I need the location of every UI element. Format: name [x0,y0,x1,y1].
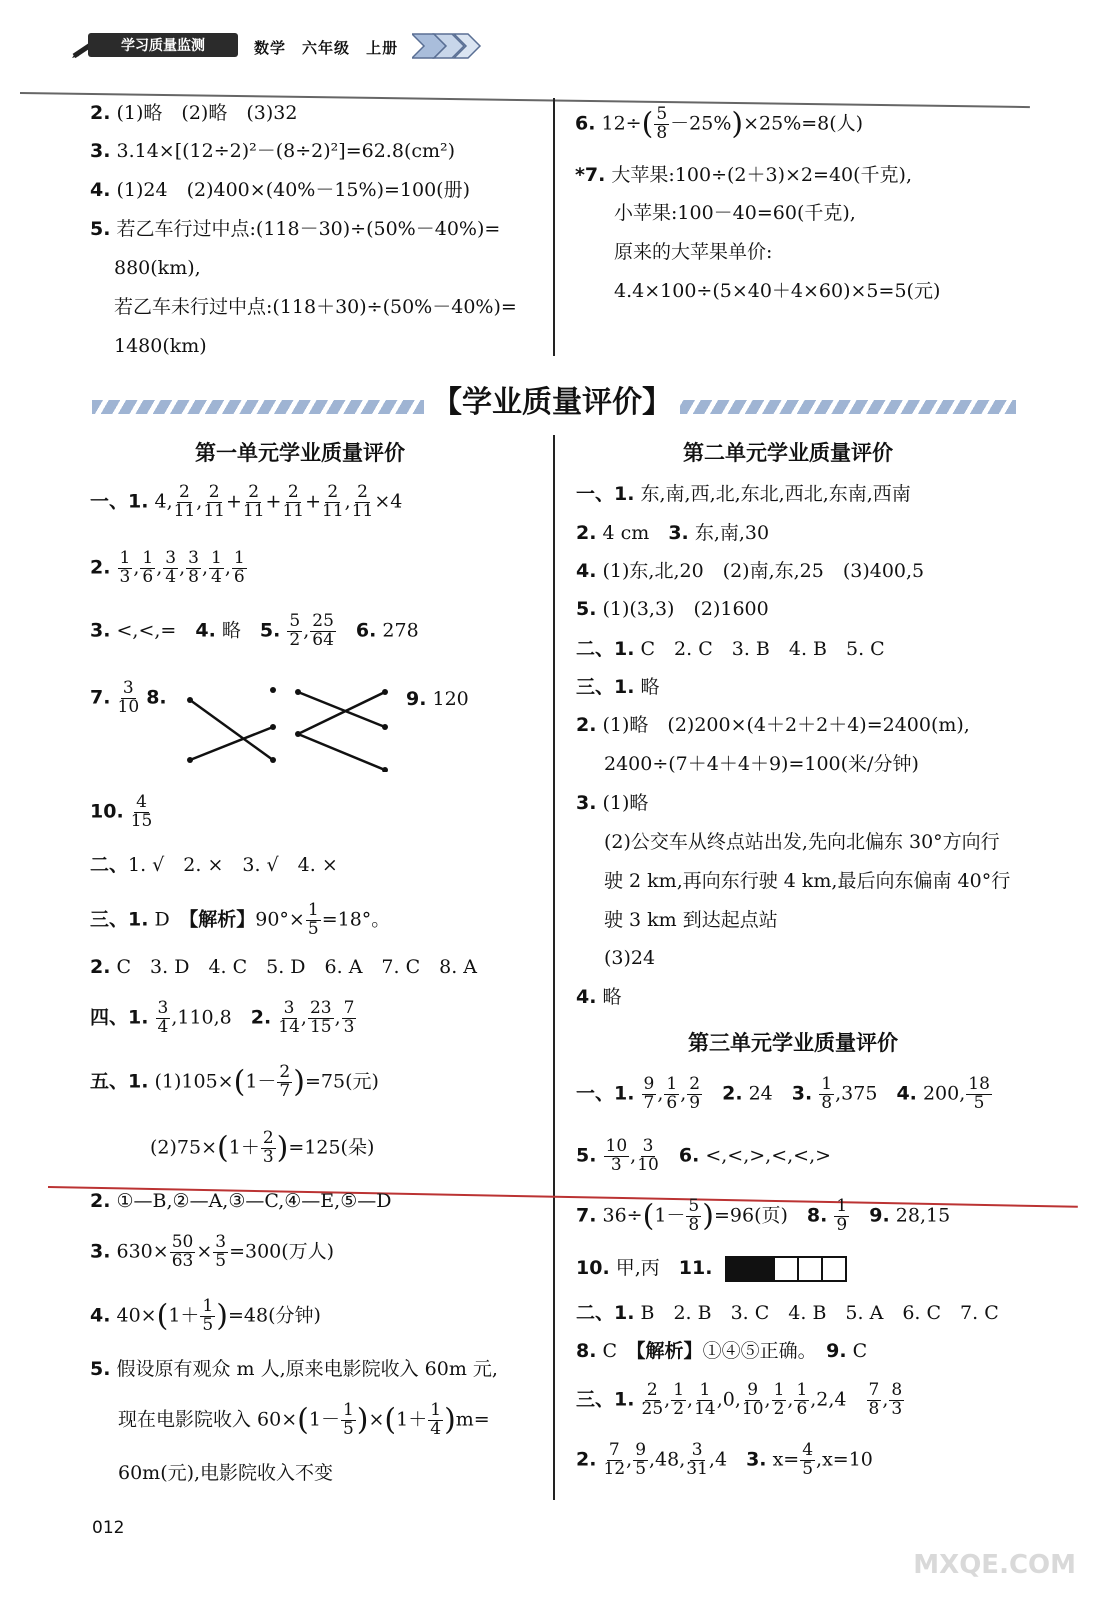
header-brand: 学习质量监测 [88,33,238,57]
chevron-icon [412,32,492,65]
answer-7-line2: 小苹果:100－40=60(千克), [614,202,856,224]
u2-q3-2-line2: 2400÷(7＋4＋4＋9)=100(米/分钟) [604,753,919,775]
matching-diagram [180,682,400,777]
u1-q3-1: 三、1. D 【解析】90°× $\frac{1}{5}$ =18°。 [90,900,391,939]
u3-q1-7: 7. 36÷(1－ $\frac{5}{8}$ )=96(页) 8. $\frac{1}{9}$ 9. 28,15 [576,1196,951,1235]
column-divider-top [553,98,555,356]
u3-q1-1: 一、1. $\frac{9}{7}$ , $\frac{1}{6}$ , $\frac{2}{9}$ 2. 24 3. $\frac{1}{8}$ ,375 4. 200, $\frac{18}{5}$ [576,1074,990,1113]
u2-q3-1: 三、1. 略 [576,676,660,698]
u3-q1-10: 10. 甲,丙 11. [576,1256,845,1282]
u1-q1-2: 2. $\frac{1}{3}$ , $\frac{1}{6}$ , $\frac{3}{4}$ , $\frac{3}{8}$ , $\frac{1}{4}$ , $\frac{1}{6}$ [90,548,245,587]
u1-q5-3: 3. 630× $\frac{50}{63}$ × $\frac{3}{5}$ =300(万人) [90,1232,335,1271]
answer-5-line4: 1480(km) [114,335,207,357]
u1-q5-1: 五、1. (1)105×(1－ $\frac{2}{7}$ )=75(元) [90,1062,379,1101]
u2-q3-3-line2: (2)公交车从终点站出发,先向北偏东 30°方向行 [604,831,1000,853]
u1-q3-2: 2. C 3. D 4. C 5. D 6. A 7. C 8. A [90,956,478,978]
u1-q2: 二、1. √ 2. × 3. √ 4. × [90,854,338,876]
answer-5: 5. 若乙车行过中点:(118－30)÷(50%－40%)= [90,218,501,240]
unit3-title: 第三单元学业质量评价 [688,1030,898,1055]
u1-q5-1-2: (2)75×(1＋ $\frac{2}{3}$ )=125(朵) [150,1128,375,1167]
section-title: 【学业质量评价】 [432,385,672,420]
u1-q5-4: 4. 40×(1＋ $\frac{1}{5}$ )=48(分钟) [90,1296,321,1335]
answer-6: 6. 12÷( $\frac{5}{8}$ －25%)×25%=8(人) [575,104,864,143]
answer-2: 2. (1)略 (2)略 (3)32 [90,102,298,124]
u2-q3-3-line3: 驶 2 km,再向东行驶 4 km,最后向东偏南 40°行 [604,870,1011,892]
u2-q3-3: 3. (1)略 [576,792,649,814]
u2-q3-2: 2. (1)略 (2)200×(4＋2＋2＋4)=2400(m), [576,714,970,736]
u3-q3-2: 2. $\frac{7}{12}$ , $\frac{9}{5}$ ,48, $\frac{3}{31}$ ,4 3. x= $\frac{4}{5}$ ,x=10 [576,1440,873,1479]
answer-5-line3: 若乙车未行过中点:(118＋30)÷(50%－40%)= [114,296,517,318]
column-divider-main [553,435,555,1500]
answer-3: 3. 3.14×[(12÷2)²－(8÷2)²]=62.8(cm²) [90,140,456,162]
unit2-title: 第二单元学业质量评价 [683,440,893,465]
u3-q2-1: 二、1. B 2. B 3. C 4. B 5. A 6. C 7. C [576,1302,999,1324]
u2-q3-4: 4. 略 [576,986,622,1008]
answer-5-line2: 880(km), [114,257,201,279]
u1-q1-7: 7. $\frac{3}{10}$ 8. [90,678,167,717]
u1-q5-5-line2: 现在电影院收入 60×(1－ $\frac{1}{5}$ )×(1＋ $\frac{1}{4}$ )m= [118,1400,490,1439]
section-divider-left [92,400,424,414]
header-subject: 数学 六年级 上册 [254,39,399,57]
u2-q1-1: 一、1. 东,南,西,北,东北,西北,东南,西南 [576,483,911,505]
u1-q1-3-6: 3. <,<,= 4. 略 5. $\frac{5}{2}$ , $\frac{25}{64}$ 6. 278 [90,611,419,650]
u2-q1-4: 4. (1)东,北,20 (2)南,东,25 (3)400,5 [576,560,925,582]
u1-q5-2: 2. ①—B,②—A,③—C,④—E,⑤—D [90,1190,392,1212]
u2-q3-3-line4: 驶 3 km 到达起点站 [604,909,778,931]
page-number: 012 [92,1518,125,1538]
u3-q1-5: 5. $\frac{10}{3}$ , $\frac{3}{10}$ 6. <,<,>,<,<,> [576,1136,832,1175]
section-divider-right [680,400,1016,414]
grid-cells [725,1256,845,1282]
u1-q1-10: 10. $\frac{4}{15}$ [90,792,153,831]
answer-4: 4. (1)24 (2)400×(40%－15%)=100(册) [90,179,470,201]
u2-q3-3-line5: (3)24 [604,947,656,969]
u3-q2-8: 8. C 【解析】①④⑤正确。 9. C [576,1340,868,1362]
answer-7: *7. 大苹果:100÷(2＋3)×2=40(千克), [575,164,912,186]
watermark: MXQE.COM [913,1550,1076,1580]
u1-q1-1: 一、1. 4, $\frac{2}{11}$ , $\frac{2}{11}$ + $\frac{2}{11}$ + $\frac{2}{11}$ + $\frac{2}{11}$ , $\frac{2}{11}$ ×4 [90,482,403,521]
u1-q5-5-line3: 60m(元),电影院收入不变 [118,1462,334,1484]
u1-q1-9: 9. 120 [406,688,469,710]
u3-q3-1: 三、1. $\frac{2}{25}$ , $\frac{1}{2}$ , $\frac{1}{14}$ ,0, $\frac{9}{10}$ , $\frac{1}{2}$ , $\frac{1}{6}$ ,2,4 $\frac{7}{8}$ , $\frac{8}{3}$ [576,1380,903,1419]
u1-q5-5: 5. 假设原有观众 m 人,原来电影院收入 60m 元, [90,1358,498,1380]
answer-7-line3: 原来的大苹果单价: [614,241,773,263]
u2-q1-2: 2. 4 cm 3. 东,南,30 [576,522,770,544]
unit1-title: 第一单元学业质量评价 [195,440,405,465]
u1-q4: 四、1. $\frac{3}{4}$ ,110,8 2. $\frac{3}{14}$ , $\frac{23}{15}$ , $\frac{7}{3}$ [90,998,355,1037]
u2-q2: 二、1. C 2. C 3. B 4. B 5. C [576,638,885,660]
answer-7-line4: 4.4×100÷(5×40＋4×60)×5=5(元) [614,280,941,302]
u2-q1-5: 5. (1)(3,3) (2)1600 [576,598,769,620]
